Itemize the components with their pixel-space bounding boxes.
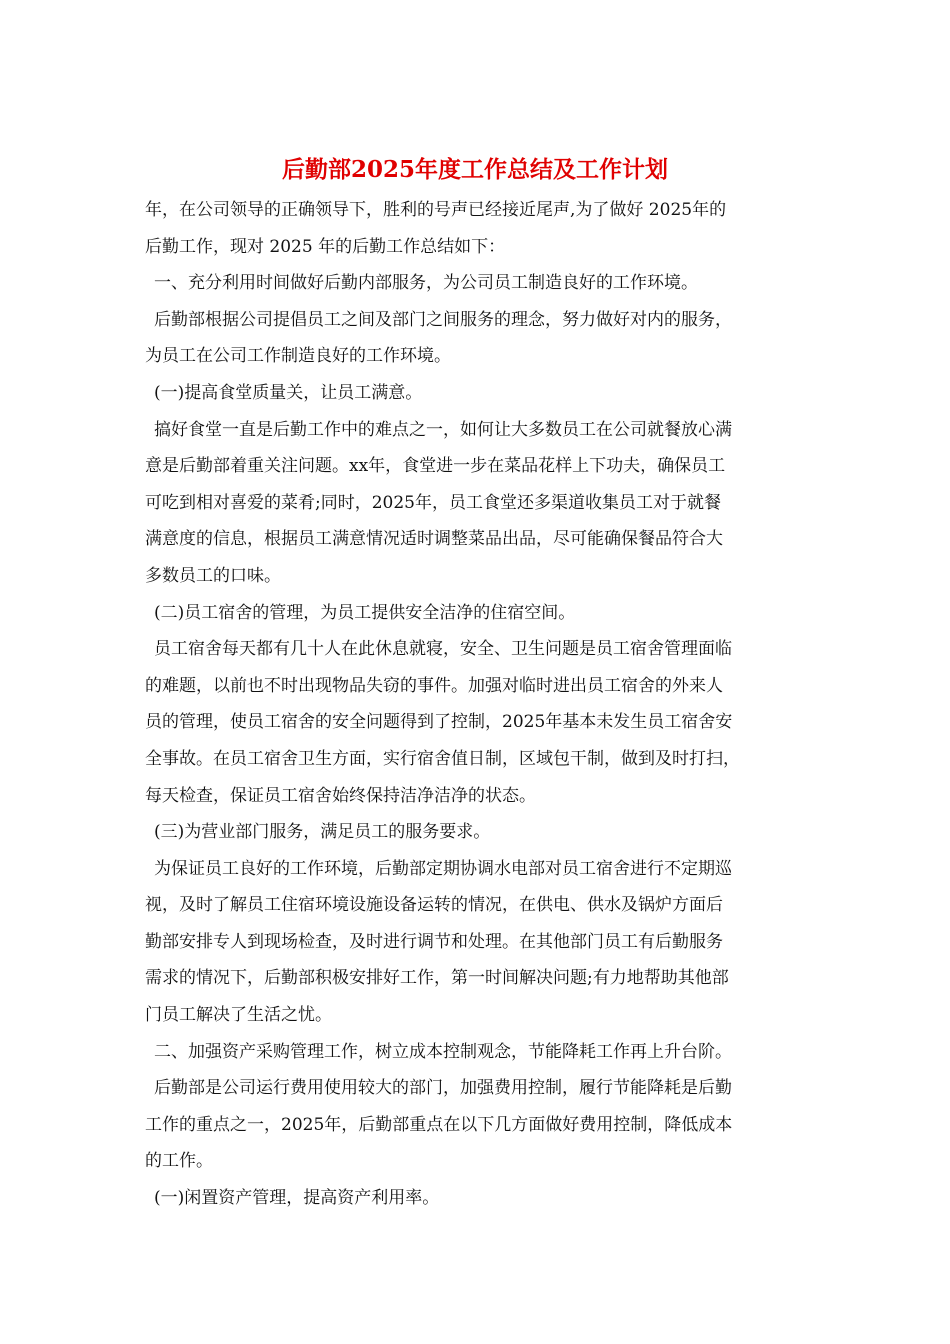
text-line: 后勤部根据公司提倡员工之间及部门之间服务的理念，努力做好对内的服务， — [154, 309, 732, 330]
text-line: 意是后勤部着重关注问题。xx年，食堂进一步在菜品花样上下功夫，确保员工 — [145, 456, 726, 477]
document-title: 后勤部2025年度工作总结及工作计划 — [281, 156, 668, 183]
text-line: 员的管理，使员工宿舍的安全问题得到了控制，2025年基本未发生员工宿舍安 — [145, 712, 733, 733]
text-line: 每天检查，保证员工宿舍始终保持洁净洁净的状态。 — [145, 785, 536, 806]
text-line: 后勤部是公司运行费用使用较大的部门，加强费用控制，履行节能降耗是后勤 — [154, 1078, 732, 1099]
text-line: 二、加强资产采购管理工作，树立成本控制观念，节能降耗工作再上升台阶。 — [154, 1041, 732, 1062]
text-line: 工作的重点之一，2025年，后勤部重点在以下几方面做好费用控制，降低成本 — [145, 1114, 733, 1135]
text-line: 的难题，以前也不时出现物品失窃的事件。加强对临时进出员工宿舍的外来人 — [145, 675, 723, 696]
text-line: (一)闲置资产管理，提高资产利用率。 — [154, 1188, 440, 1209]
text-line: (二)员工宿舍的管理，为员工提供安全洁净的住宿空间。 — [154, 602, 576, 623]
text-line: 门员工解决了生活之忧。 — [145, 1005, 332, 1026]
text-line: 员工宿舍每天都有几十人在此休息就寝，安全、卫生问题是员工宿舍管理面临 — [154, 639, 732, 660]
text-line: 为保证员工良好的工作环境，后勤部定期协调水电部对员工宿舍进行不定期巡 — [154, 858, 732, 879]
text-line: 的工作。 — [145, 1151, 213, 1172]
text-line: 满意度的信息，根据员工满意情况适时调整菜品出品，尽可能确保餐品符合大 — [145, 529, 723, 550]
text-line: 多数员工的口味。 — [145, 565, 281, 586]
text-line: 后勤工作，现对 2025 年的后勤工作总结如下： — [145, 236, 506, 257]
text-line: 视，及时了解员工住宿环境设施设备运转的情况，在供电、供水及锅炉方面后 — [145, 895, 723, 916]
text-line: 一、充分利用时间做好后勤内部服务，为公司员工制造良好的工作环境。 — [154, 273, 698, 294]
text-line: 需求的情况下，后勤部积极安排好工作，第一时间解决问题;有力地帮助其他部 — [145, 968, 729, 989]
document-body — [145, 192, 815, 1217]
text-line: 可吃到相对喜爱的菜肴;同时，2025年，员工食堂还多渠道收集员工对于就餐 — [145, 492, 721, 513]
text-line: 搞好食堂一直是后勤工作中的难点之一，如何让大多数员工在公司就餐放心满 — [154, 419, 732, 440]
text-line: 年，在公司领导的正确领导下，胜利的号声已经接近尾声,为了做好 2025年的 — [145, 200, 727, 220]
text-line: (一)提高食堂质量关，让员工满意。 — [154, 382, 423, 403]
text-line: (三)为营业部门服务，满足员工的服务要求。 — [154, 822, 491, 843]
text-line: 为员工在公司工作制造良好的工作环境。 — [145, 346, 451, 367]
text-line: 全事故。在员工宿舍卫生方面，实行宿舍值日制，区域包干制，做到及时打扫， — [145, 748, 740, 769]
text-line: 勤部安排专人到现场检查，及时进行调节和处理。在其他部门员工有后勤服务 — [145, 931, 723, 952]
